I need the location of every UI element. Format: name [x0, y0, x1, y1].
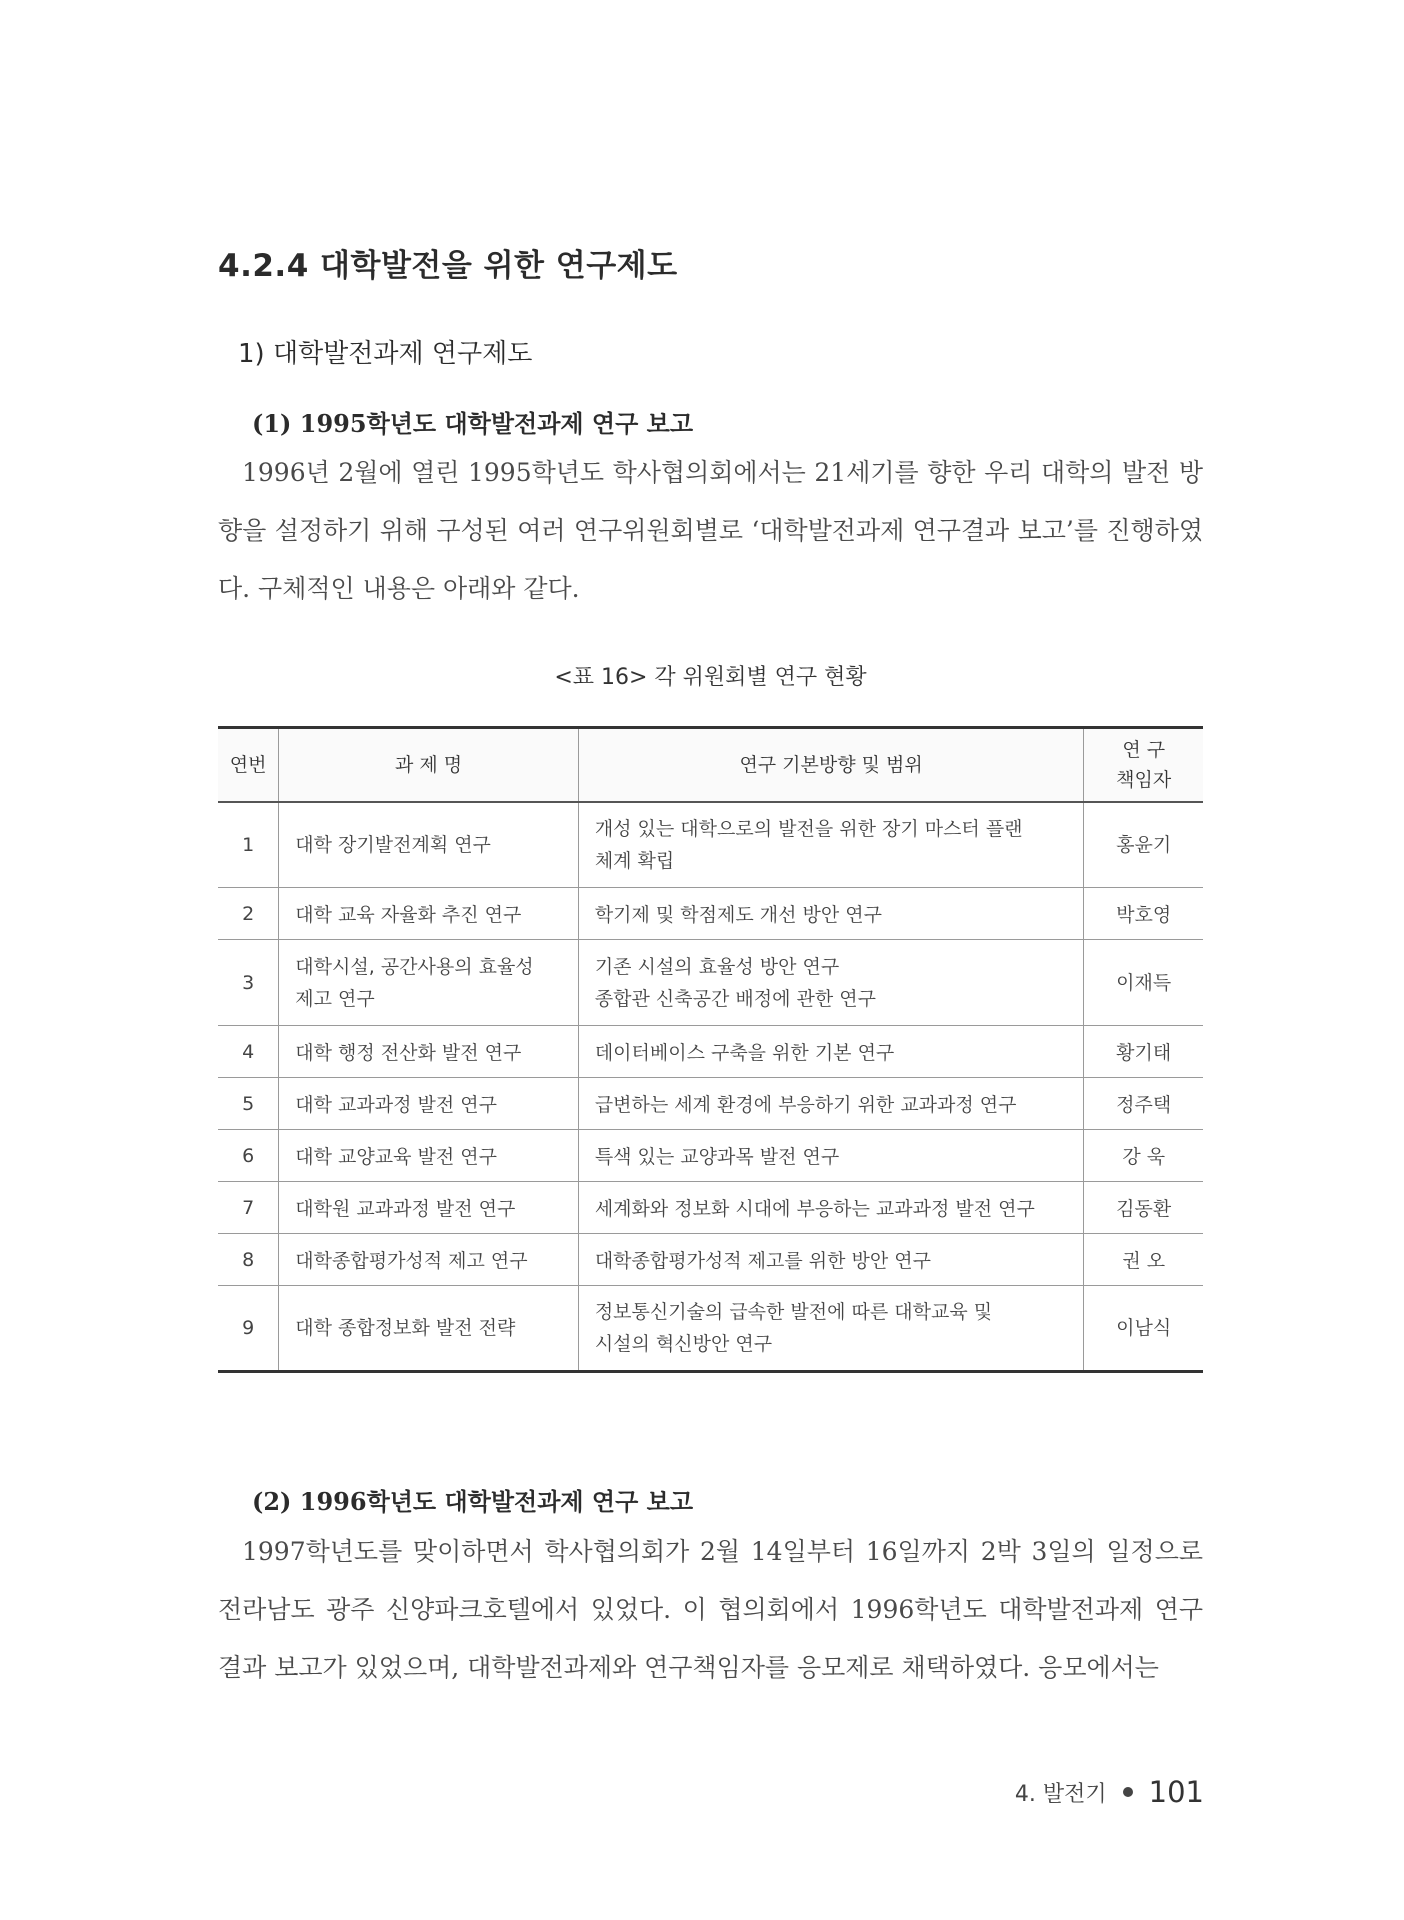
bullet-dot-icon: [1123, 1787, 1133, 1797]
row-title: 대학 교육 자율화 추진 연구: [279, 888, 579, 940]
row-desc: 데이터베이스 구축을 위한 기본 연구: [578, 1026, 1084, 1078]
row-person: 김동환: [1084, 1182, 1203, 1234]
row-desc: 학기제 및 학점제도 개선 방안 연구: [578, 888, 1084, 940]
row-person: 권 오: [1084, 1234, 1203, 1286]
row-num: 9: [218, 1286, 279, 1372]
header-desc: 연구 기본방향 및 범위: [578, 728, 1084, 802]
row-desc: 급변하는 세계 환경에 부응하기 위한 교과과정 연구: [578, 1078, 1084, 1130]
section-heading: 4.2.4 대학발전을 위한 연구제도: [218, 248, 678, 284]
row-title: [279, 940, 579, 1026]
footer-chapter: 4. 발전기: [1014, 1781, 1107, 1807]
row-title: 대학 장기발전계획 연구: [279, 802, 579, 888]
row-num: 6: [218, 1130, 279, 1182]
row-desc: 특색 있는 교양과목 발전 연구: [578, 1130, 1084, 1182]
table-caption: <표 16> 각 위원회별 연구 현황: [554, 665, 867, 690]
row-title: 대학 교양교육 발전 연구: [279, 1130, 579, 1182]
row-num: 5: [218, 1078, 279, 1130]
row-desc-line1: 기존 시설의 효율성 방안 연구: [594, 955, 840, 978]
row-desc-line1: 개성 있는 대학으로의 발전을 위한 장기 마스터 플랜: [594, 817, 1023, 840]
row-num: 8: [218, 1234, 279, 1286]
header-person: [1084, 728, 1203, 802]
table-row: [218, 940, 1203, 1026]
row-num: 3: [218, 940, 279, 1026]
row-person: 강 욱: [1084, 1130, 1203, 1182]
row-num: 7: [218, 1182, 279, 1234]
subheading: 1) 대학발전과제 연구제도: [238, 339, 533, 369]
header-person-line2: 책임자: [1116, 768, 1172, 791]
subsection-1996-paragraph: 1997학년도를 맞이하면서 학사협의회가 2월 14일부터 16일까지 2박 3일의 일정으로 전라남도 광주 신양파크호텔에서 있었다. 이 협의회에서 1996학년도 대학발전과제 연구 결과 보고가 있었으며, 대학발전과제와 연구책임자를 응모제로 채택하였다. 응모에서는: [218, 1537, 1203, 1682]
row-title: 대학종합평가성적 제고 연구: [279, 1234, 579, 1286]
row-title-line1: 대학시설, 공간사용의 효율성: [295, 955, 534, 978]
row-num: 1: [218, 802, 279, 888]
table-row: [218, 802, 1203, 888]
header-title: 과 제 명: [279, 728, 579, 802]
table-row: [218, 1078, 1203, 1130]
row-title: 대학 행정 전산화 발전 연구: [279, 1026, 579, 1078]
row-title-line2: 제고 연구: [295, 987, 375, 1010]
row-desc: 세계화와 정보화 시대에 부응하는 교과과정 발전 연구: [578, 1182, 1084, 1234]
row-num: 2: [218, 888, 279, 940]
row-num: 4: [218, 1026, 279, 1078]
row-title: 대학원 교과과정 발전 연구: [279, 1182, 579, 1234]
row-title: 대학 교과과정 발전 연구: [279, 1078, 579, 1130]
table-row: [218, 1182, 1203, 1234]
subsection-1996-heading: (2) 1996학년도 대학발전과제 연구 보고: [252, 1487, 694, 1516]
header-person-line1: 연 구: [1122, 738, 1166, 761]
row-person: 홍윤기: [1084, 802, 1203, 888]
row-desc-line1: 정보통신기술의 급속한 발전에 따른 대학교육 및: [594, 1301, 993, 1323]
table-row: [218, 888, 1203, 940]
table-header-row: [218, 728, 1203, 802]
row-desc-line2: 종합관 신축공간 배정에 관한 연구: [594, 987, 876, 1010]
row-person: 이재득: [1084, 940, 1203, 1026]
table-row: [218, 1026, 1203, 1078]
research-table: [218, 726, 1203, 1373]
row-person: 박호영: [1084, 888, 1203, 940]
row-desc-line2: 체계 확립: [594, 849, 675, 872]
row-desc: 대학종합평가성적 제고를 위한 방안 연구: [578, 1234, 1084, 1286]
subsection-1995-heading: (1) 1995학년도 대학발전과제 연구 보고: [252, 409, 694, 438]
row-title: 대학 종합정보화 발전 전략: [279, 1286, 579, 1372]
row-person: 정주택: [1084, 1078, 1203, 1130]
page-number: 101: [1148, 1775, 1204, 1809]
row-desc: [578, 1286, 1084, 1372]
row-desc: [578, 940, 1084, 1026]
table-row: [218, 1286, 1203, 1372]
table-row: [218, 1234, 1203, 1286]
row-person: 황기태: [1084, 1026, 1203, 1078]
row-person: 이남식: [1084, 1286, 1203, 1372]
row-desc-line2: 시설의 혁신방안 연구: [594, 1333, 773, 1355]
header-num: 연번: [218, 728, 279, 802]
page-footer: [1015, 1775, 1204, 1809]
row-desc: [578, 802, 1084, 888]
subsection-1995-paragraph: 1996년 2월에 열린 1995학년도 학사협의회에서는 21세기를 향한 우리 대학의 발전 방향을 설정하기 위해 구성된 여러 연구위원회별로 ‘대학발전과제 연구결과 보고’를 진행하였다. 구체적인 내용은 아래와 같다.: [218, 458, 1203, 603]
table-row: [218, 1130, 1203, 1182]
